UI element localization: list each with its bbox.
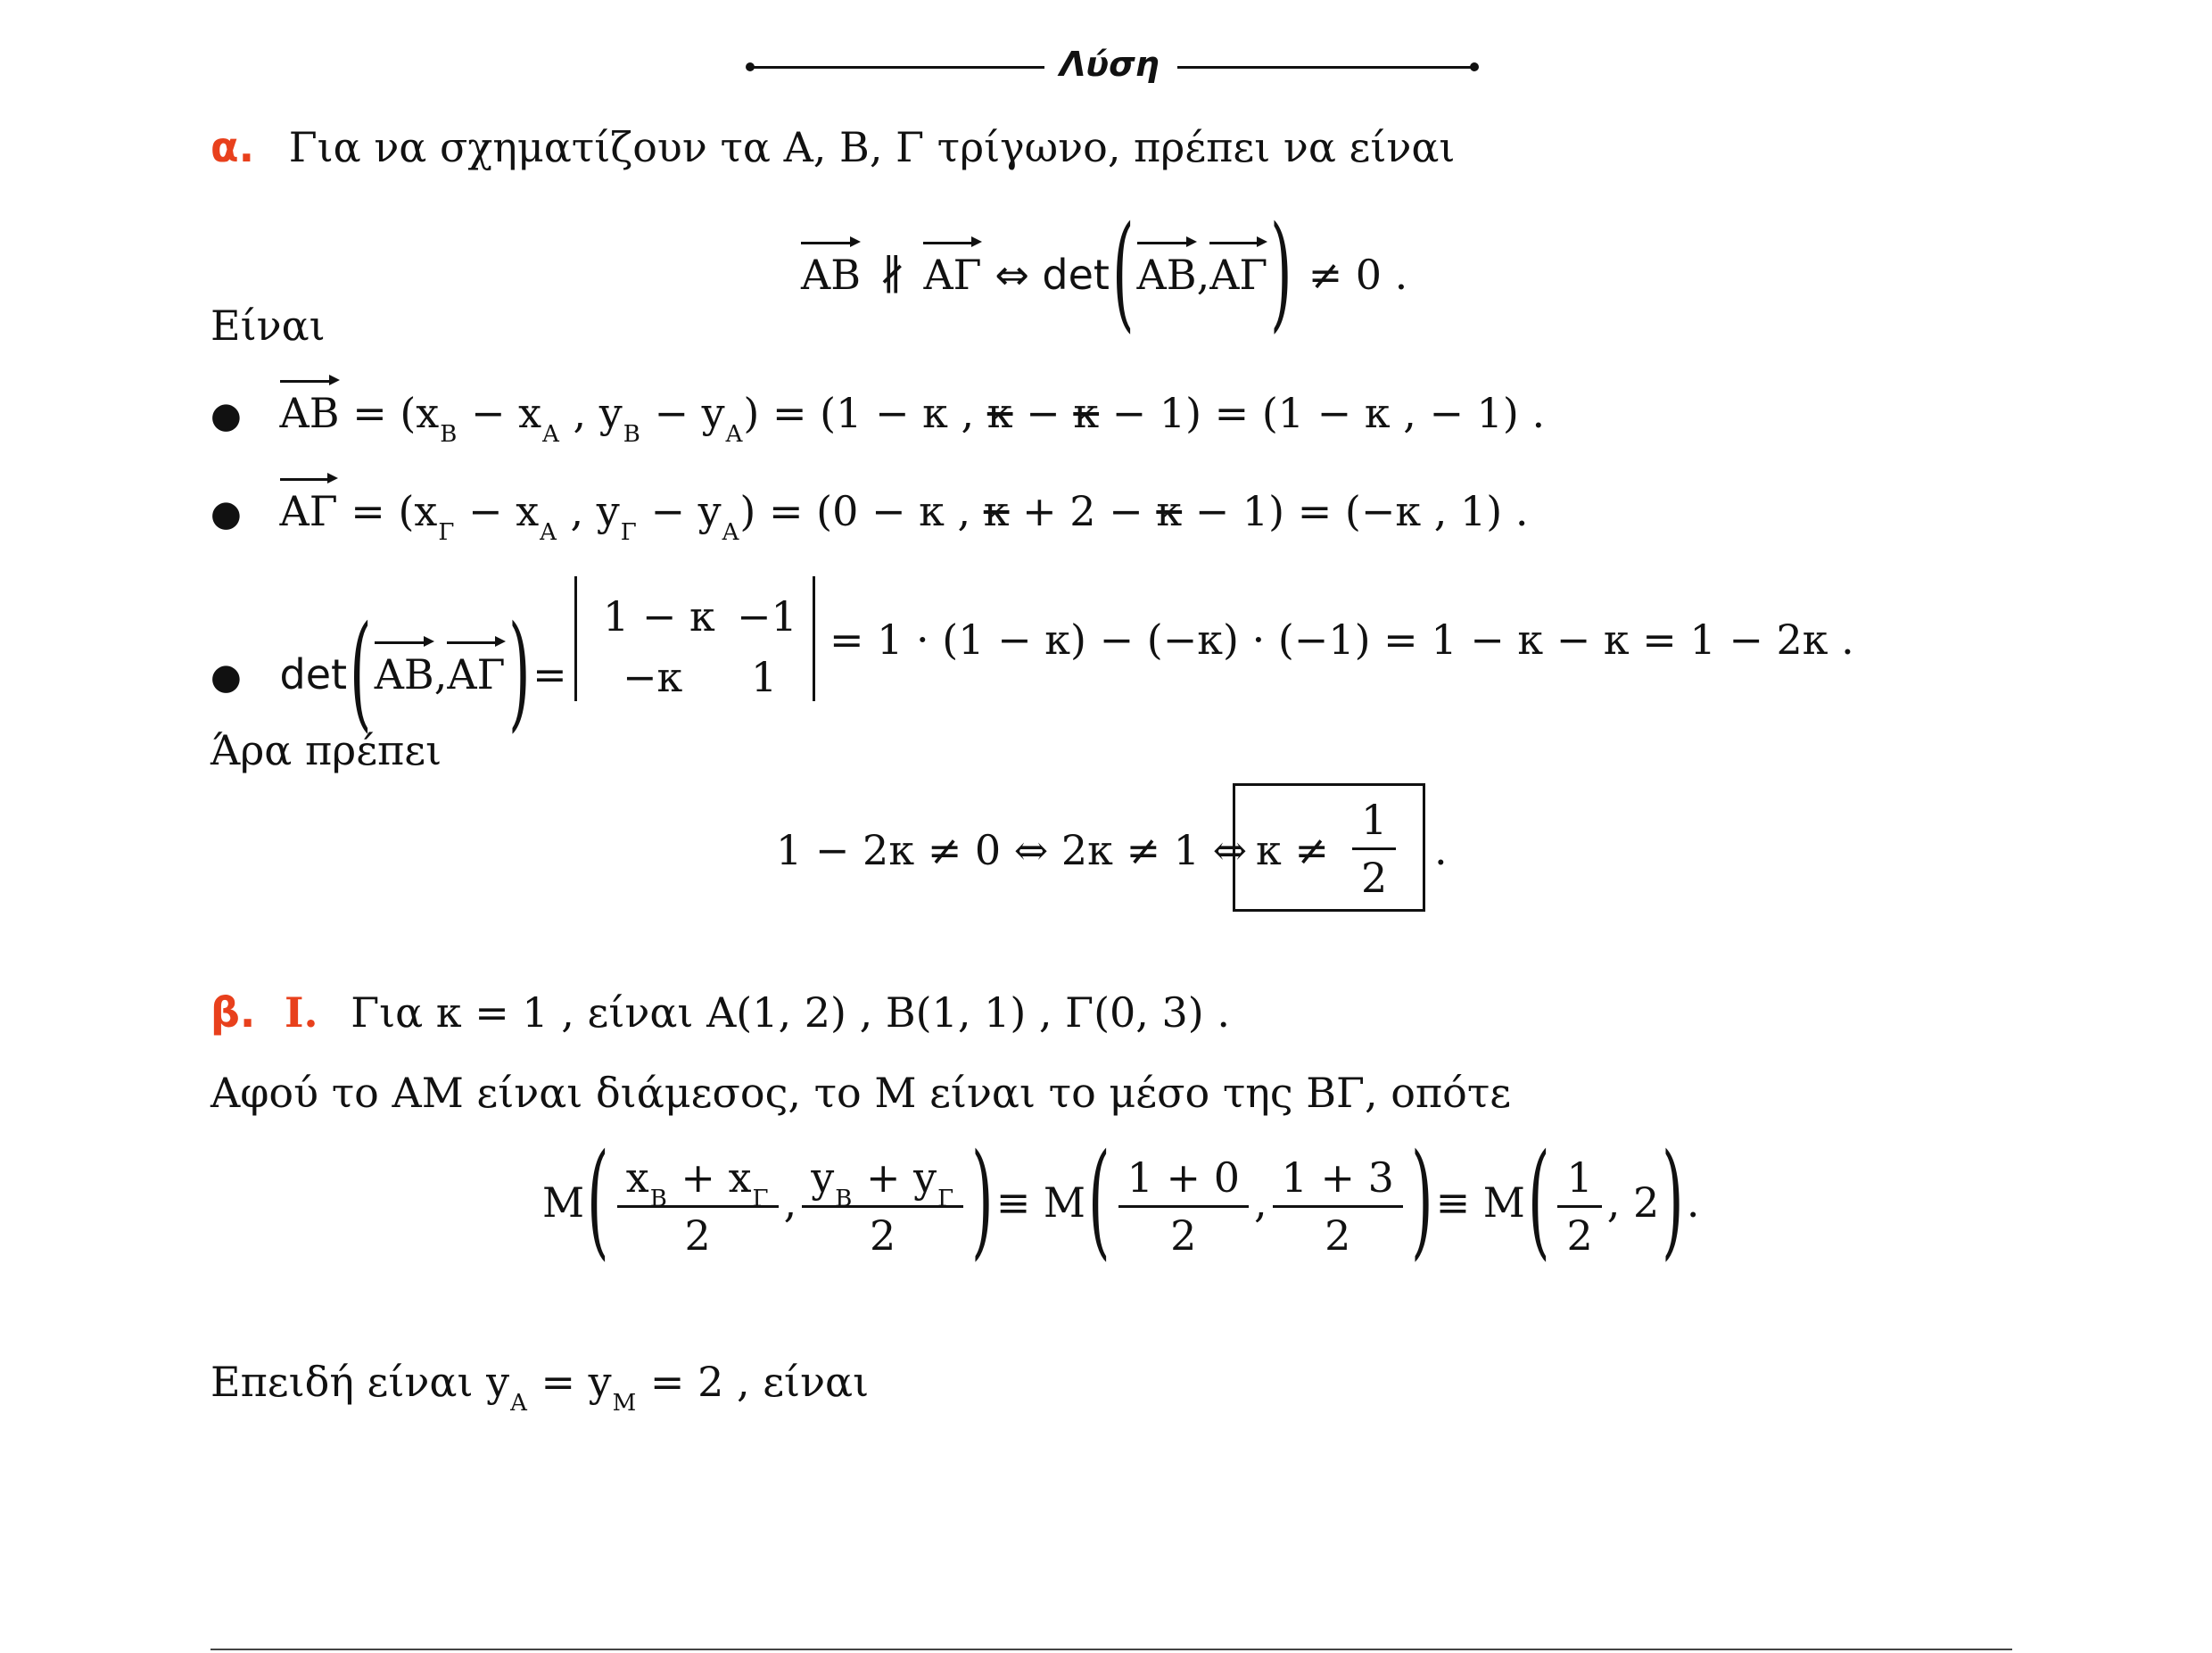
mid-M: Μ — [542, 1178, 585, 1227]
mid-eq2: ≡ Μ — [1435, 1178, 1525, 1227]
part-b-line-3 — [210, 1358, 870, 1417]
mid-paren-l2: ( — [1088, 1128, 1110, 1273]
b2-t6: + 2 − — [1009, 487, 1157, 535]
line3-c: = 2 , είναι — [637, 1358, 870, 1406]
header-title: Λύση — [1060, 45, 1160, 84]
mid-paren-r3: ) — [1662, 1128, 1684, 1273]
part-a-intro: Για να σχηματίζουν τα Α, Β, Γ τρίγωνο, πρέπει να είναι — [288, 123, 1456, 171]
bullet-3-left: ● det(ΑΒ,ΑΓ)= — [210, 599, 567, 745]
b2-s2: Α — [540, 519, 557, 546]
bullet-dot: ● — [210, 493, 242, 534]
det-left-paren: ( — [350, 599, 372, 745]
b1-t3: , y — [573, 389, 623, 437]
b2-t1: = (x — [351, 487, 438, 535]
bullet-2 — [210, 487, 1529, 546]
mid-f2-num — [802, 1153, 963, 1212]
det-left-bar — [574, 576, 577, 701]
mid-eq1: ≡ Μ — [995, 1178, 1086, 1227]
mid-tail: , 2 — [1606, 1178, 1660, 1227]
b2-t3: , y — [570, 487, 620, 535]
condition-end: ≠ 0 . — [1308, 251, 1408, 299]
det-v1: ΑΒ — [374, 650, 434, 698]
part-b-line-1 — [210, 988, 1230, 1037]
mid-f1-s2: Γ — [752, 1185, 769, 1212]
vector-ag: ΑΓ — [923, 251, 982, 299]
header-right-rule — [1177, 66, 1472, 69]
mid-f1-den: 2 — [684, 1211, 711, 1260]
det-result: = 1 · (1 − κ) − (−κ) · (−1) = 1 − κ − κ = 1 − 2κ . — [830, 616, 1854, 664]
b1-t4: − y — [654, 389, 725, 437]
einai-label: Είναι — [210, 302, 326, 350]
mid-f1-num — [617, 1153, 779, 1212]
not-parallel-symbol: ∦ — [879, 251, 905, 299]
mid-f2-s2: Γ — [937, 1185, 954, 1212]
mid-f2-n1: y — [811, 1153, 835, 1202]
bullet-dot: ● — [210, 395, 242, 436]
result-fraction — [1347, 796, 1401, 902]
header-left-rule — [750, 66, 1044, 69]
ara-label: Άρα πρέπει — [210, 726, 442, 774]
det-arg-ab: ΑΒ — [1136, 251, 1197, 299]
det-m11: 1 − κ — [603, 592, 715, 641]
part-b-line-2: Αφού το ΑΜ είναι διάμεσος, το Μ είναι το μέσο της ΒΓ, οπότε — [210, 1069, 1512, 1117]
result-end: . — [1434, 826, 1448, 874]
b2-t4: − y — [650, 487, 722, 535]
b2-cancel-1: κ — [983, 487, 1010, 535]
mid-f4-den: 2 — [1325, 1211, 1351, 1260]
mid-f1-s1: Β — [649, 1185, 667, 1212]
mid-f3-den: 2 — [1170, 1211, 1197, 1260]
part-b-label: β. — [210, 988, 256, 1037]
b2-t7: − 1) = (−κ , 1) . — [1182, 487, 1529, 535]
mid-paren-l1: ( — [587, 1128, 609, 1273]
mid-f1-n1: x — [625, 1153, 649, 1202]
part-a-line — [210, 123, 1456, 171]
mid-f4-num: 1 + 3 — [1273, 1157, 1403, 1208]
mid-f3-num: 1 + 0 — [1118, 1157, 1249, 1208]
line3-s2: Μ — [612, 1390, 637, 1417]
b1-s3: Β — [623, 421, 640, 448]
mid-paren-r2: ) — [1410, 1128, 1433, 1273]
mid-f5-den: 2 — [1566, 1211, 1593, 1260]
b1-t2: − x — [470, 389, 542, 437]
result-den: 2 — [1361, 854, 1388, 902]
mid-paren-r1: ) — [971, 1128, 994, 1273]
footer-rule — [210, 1649, 2012, 1650]
det-eq: = — [532, 650, 567, 698]
b1-cancel-2: κ — [1073, 389, 1100, 437]
b2-s4: Α — [722, 519, 739, 546]
right-paren: ) — [1270, 200, 1292, 345]
mid-comma-2: , — [1253, 1178, 1267, 1227]
line3-b: = y — [527, 1358, 612, 1406]
b1-cancel-1: κ — [986, 389, 1013, 437]
bullet-dot: ● — [210, 657, 242, 698]
bullet-1 — [210, 389, 1546, 448]
part-b-line1-text: Για κ = 1 , είναι Α(1, 2) , Β(1, 1) , Γ(0, 3) . — [351, 988, 1230, 1037]
b2-cancel-2: κ — [1156, 487, 1183, 535]
b2-s1: Γ — [438, 519, 455, 546]
bullet-1-vector: ΑΒ — [279, 389, 340, 437]
left-paren: ( — [1111, 200, 1135, 345]
line3-a: Επειδή είναι y — [210, 1358, 510, 1406]
mid-f5-num: 1 — [1557, 1157, 1601, 1208]
mid-paren-l3: ( — [1527, 1128, 1550, 1273]
det-right-bar — [813, 576, 815, 701]
result-num: 1 — [1352, 799, 1396, 850]
b2-t2: − x — [468, 487, 540, 535]
det-arg-ag: ΑΓ — [1209, 251, 1268, 299]
result-left: 1 − 2κ ≠ 0 ⇔ 2κ ≠ 1 ⇔ — [776, 826, 1248, 874]
bullet-2-vector: ΑΓ — [279, 487, 338, 535]
vector-ab: ΑΒ — [801, 251, 862, 299]
b1-t6: − — [1012, 389, 1074, 437]
line3-s1: Α — [510, 1390, 527, 1417]
det-m21: −κ — [623, 653, 683, 701]
b2-s3: Γ — [620, 519, 637, 546]
b1-t5: ) = (1 − κ , — [743, 389, 987, 437]
det-m12: −1 — [737, 592, 797, 641]
mid-f2-s1: Β — [835, 1185, 853, 1212]
mid-end: . — [1686, 1178, 1700, 1227]
mid-f1-op: + x — [681, 1153, 752, 1202]
mid-f2-den: 2 — [870, 1211, 896, 1260]
mid-f2-op: + y — [865, 1153, 937, 1202]
b1-s2: Α — [542, 421, 559, 448]
b1-s4: Α — [725, 421, 743, 448]
part-a-label: α. — [210, 123, 255, 171]
b1-s1: Β — [440, 421, 458, 448]
det-word: det — [279, 650, 348, 698]
b1-t7: − 1) = (1 − κ , − 1) . — [1099, 389, 1546, 437]
det-right-paren: ) — [508, 599, 531, 745]
mid-comma-1: , — [783, 1178, 797, 1227]
b2-t5: ) = (0 − κ , — [739, 487, 984, 535]
condition-det: ⇔ det — [995, 251, 1110, 299]
det-m22: 1 — [751, 653, 778, 701]
midpoint-equation — [542, 1128, 1700, 1273]
condition-equation: ΑΒ ∦ ΑΓ ⇔ det(ΑΒ,ΑΓ) ≠ 0 . — [801, 200, 1408, 345]
det-v2: ΑΓ — [447, 650, 506, 698]
part-b-sublabel: Ι. — [285, 988, 318, 1037]
result-box-lhs: κ ≠ — [1256, 826, 1329, 874]
b1-t1: = (x — [352, 389, 440, 437]
header-right-dot — [1470, 62, 1479, 71]
